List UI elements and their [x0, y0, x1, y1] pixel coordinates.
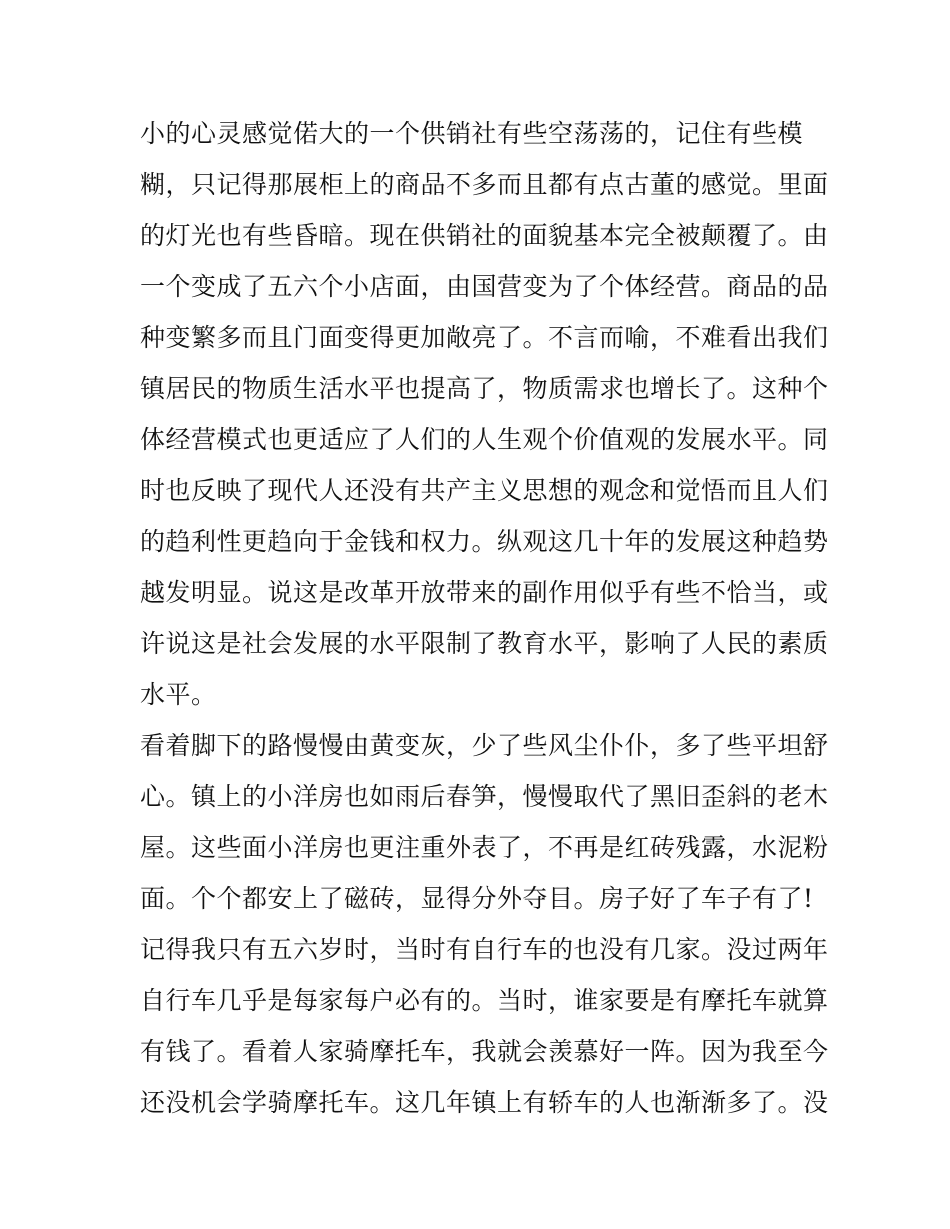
text-line: 自行车几乎是每家每户必有的。当时，谁家要是有摩托车就算 [140, 986, 829, 1015]
text-line: 的趋利性更趋向于金钱和权力。纵观这几十年的发展这种趋势 [140, 527, 829, 556]
text-line: 种变繁多而且门面变得更加敞亮了。不言而喻，不难看出我们 [140, 323, 829, 352]
text-line: 小的心灵感觉偌大的一个供销社有些空荡荡的，记住有些模 [140, 119, 804, 148]
text-line: 看着脚下的路慢慢由黄变灰，少了些风尘仆仆，多了些平坦舒 [140, 731, 829, 760]
text-line: 时也反映了现代人还没有共产主义思想的观念和觉悟而且人们 [140, 476, 829, 505]
text-line: 一个变成了五六个小店面，由国营变为了个体经营。商品的品 [140, 272, 829, 301]
text-line: 体经营模式也更适应了人们的人生观个价值观的发展水平。同 [140, 425, 829, 454]
text-line: 面。个个都安上了磁砖，显得分外夺目。房子好了车子有了! [140, 884, 814, 913]
text-line: 水平。 [140, 680, 217, 709]
text-line: 越发明显。说这是改革开放带来的副作用似乎有些不恰当，或 [140, 578, 829, 607]
text-line: 糊，只记得那展柜上的商品不多而且都有点古董的感觉。里面 [140, 170, 829, 199]
text-line: 许说这是社会发展的水平限制了教育水平，影响了人民的素质 [140, 629, 829, 658]
body-text [140, 108, 830, 1128]
text-line: 记得我只有五六岁时，当时有自行车的也没有几家。没过两年 [140, 935, 829, 964]
text-line: 有钱了。看着人家骑摩托车，我就会羡慕好一阵。因为我至今 [140, 1037, 829, 1066]
text-line: 还没机会学骑摩托车。这几年镇上有轿车的人也渐渐多了。没 [140, 1088, 829, 1117]
text-line: 镇居民的物质生活水平也提高了，物质需求也增长了。这种个 [140, 374, 829, 403]
text-line: 心。镇上的小洋房也如雨后春笋，慢慢取代了黑旧歪斜的老木 [140, 782, 829, 811]
text-line: 的灯光也有些昏暗。现在供销社的面貌基本完全被颠覆了。由 [140, 221, 829, 250]
text-line: 屋。这些面小洋房也更注重外表了，不再是红砖残露，水泥粉 [140, 833, 829, 862]
